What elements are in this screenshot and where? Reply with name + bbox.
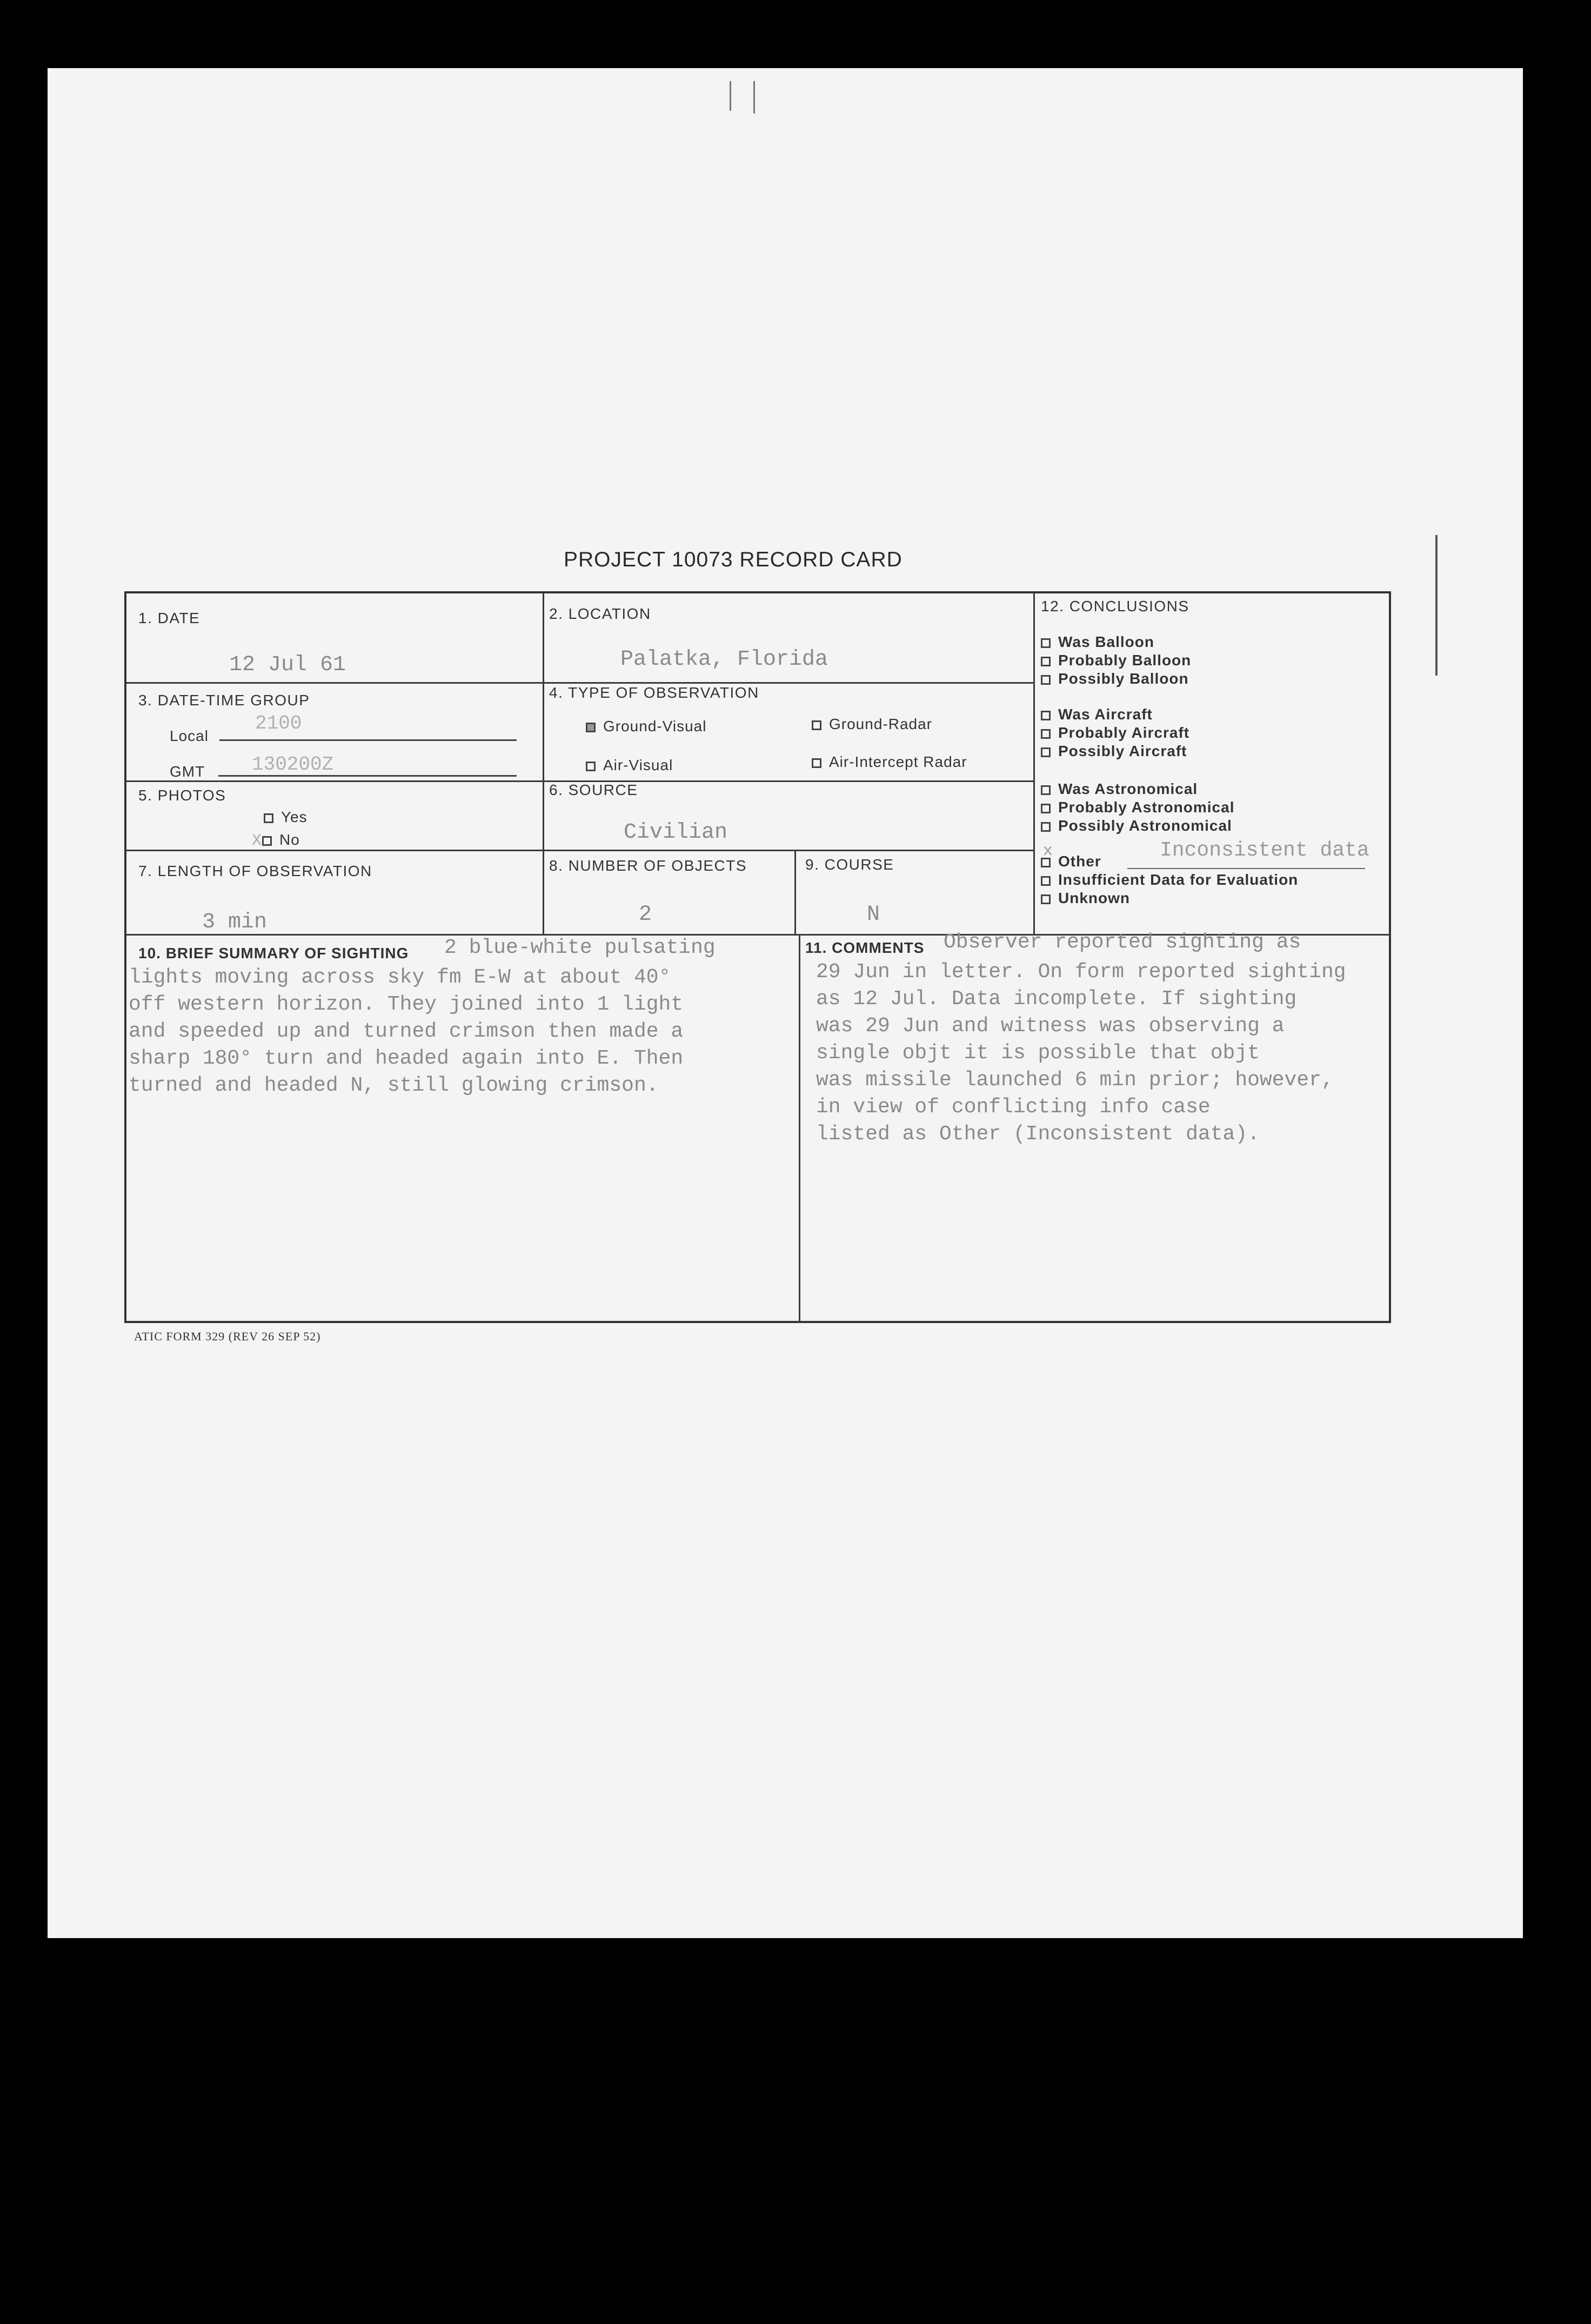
conclusion-possibly-aircraft[interactable] (1041, 743, 1187, 760)
other-underline (1127, 868, 1365, 869)
conclusion-probably-aircraft[interactable] (1041, 724, 1189, 742)
conclusion-insufficient-data[interactable] (1041, 871, 1298, 889)
checkbox-icon (1041, 638, 1051, 648)
type-of-observation-label: 4. TYPE OF OBSERVATION (549, 684, 759, 701)
gmt-value: 130200Z (252, 753, 334, 776)
conclusion-possibly-astronomical[interactable] (1041, 817, 1232, 834)
checkbox-icon (1041, 711, 1051, 720)
course-value: N (867, 903, 880, 927)
date-value: 12 Jul 61 (229, 653, 346, 677)
checkbox-icon (262, 836, 272, 846)
conclusion-label: Possibly Balloon (1058, 670, 1189, 687)
checkbox-icon (1041, 822, 1051, 832)
location-value: Palatka, Florida (620, 647, 828, 672)
photos-no-label: No (279, 831, 300, 848)
air-visual-option[interactable] (586, 757, 673, 774)
summary-label: 10. BRIEF SUMMARY OF SIGHTING (138, 945, 409, 961)
conclusion-label: Was Astronomical (1058, 780, 1198, 797)
film-border (0, 1938, 1591, 2324)
local-label: Local (170, 727, 209, 744)
checkbox-checked-icon (586, 723, 596, 732)
course-label: 9. COURSE (805, 856, 894, 873)
checkbox-icon (1041, 729, 1051, 739)
form-footer: ATIC FORM 329 (REV 26 SEP 52) (134, 1330, 321, 1343)
conclusion-label: Probably Balloon (1058, 652, 1192, 669)
location-label: 2. LOCATION (549, 605, 651, 622)
conclusion-other-mark: x (1043, 842, 1053, 860)
summary-first-line: 2 blue-white pulsating (444, 936, 716, 959)
photos-yes-option[interactable] (264, 809, 307, 826)
checkbox-icon (1041, 894, 1051, 904)
number-of-objects-label: 8. NUMBER OF OBJECTS (549, 857, 747, 874)
air-intercept-radar-option[interactable] (812, 753, 967, 771)
conclusion-unknown[interactable] (1041, 890, 1130, 907)
conclusion-probably-balloon[interactable] (1041, 652, 1191, 669)
source-label: 6. SOURCE (549, 782, 638, 798)
divider (126, 682, 1033, 684)
scan-mark (730, 81, 731, 111)
conclusion-label: Probably Astronomical (1058, 799, 1235, 816)
checkbox-icon (1041, 747, 1051, 757)
comments-label: 11. COMMENTS (805, 939, 925, 956)
conclusion-other-value: Inconsistent data (1160, 839, 1369, 862)
conclusions-label: 12. CONCLUSIONS (1041, 598, 1189, 615)
date-label: 1. DATE (138, 610, 200, 626)
ground-visual-label: Ground-Visual (603, 718, 707, 734)
conclusion-other-label: Other (1058, 853, 1101, 870)
record-card (124, 591, 1391, 1323)
divider (543, 593, 544, 934)
checkbox-icon (1041, 675, 1051, 685)
gmt-label: GMT (170, 763, 205, 780)
checkbox-icon (812, 720, 821, 730)
length-of-observation-value: 3 min (202, 910, 268, 934)
photos-no-option[interactable] (252, 831, 300, 850)
length-of-observation-label: 7. LENGTH OF OBSERVATION (138, 863, 372, 879)
air-visual-label: Air-Visual (603, 757, 673, 773)
photos-label: 5. PHOTOS (138, 787, 226, 804)
source-value: Civilian (624, 820, 728, 845)
ground-visual-option[interactable] (586, 718, 706, 735)
summary-text: lights moving across sky fm E-W at about 40° off western horizon. They joined into 1 light and speeded up and turned crimson then made a sharp 180° turn and headed again into E. Then turned and headed N, still glowing crimson. (129, 966, 684, 1097)
photos-no-mark: X (252, 832, 263, 850)
checkbox-icon (586, 762, 596, 771)
checkbox-icon (1041, 785, 1051, 795)
conclusion-was-aircraft[interactable] (1041, 706, 1153, 723)
number-of-objects-value: 2 (639, 903, 652, 927)
ground-radar-label: Ground-Radar (829, 716, 932, 732)
conclusion-was-astronomical[interactable] (1041, 780, 1198, 798)
checkbox-icon (1041, 876, 1051, 886)
local-value: 2100 (255, 712, 302, 734)
conclusion-label: Possibly Aircraft (1058, 743, 1187, 759)
divider (794, 850, 796, 934)
checkbox-icon (812, 758, 821, 768)
comments-text: 29 Jun in letter. On form reported sighting as 12 Jul. Data incomplete. If sighting was 29 Jun and witness was observing a single objt it is possible that objt was missile launched 6 min prior; however, in view of conflicting info case listed as Other (Inconsistent data). (816, 960, 1346, 1146)
card-title: PROJECT 10073 RECORD CARD (564, 548, 903, 571)
conclusion-label: Unknown (1058, 890, 1130, 906)
checkbox-icon (1041, 804, 1051, 813)
conclusion-label: Was Aircraft (1058, 706, 1153, 723)
comments-first-line: Observer reported sighting as (944, 931, 1301, 954)
conclusion-label: Insufficient Data for Evaluation (1058, 871, 1299, 888)
conclusion-label: Possibly Astronomical (1058, 817, 1232, 834)
scan-mark (1435, 535, 1438, 676)
conclusion-label: Was Balloon (1058, 633, 1154, 650)
air-intercept-radar-label: Air-Intercept Radar (829, 753, 967, 770)
conclusion-label: Probably Aircraft (1058, 724, 1190, 741)
divider (799, 934, 800, 1323)
conclusion-was-balloon[interactable] (1041, 633, 1154, 651)
scan-mark (753, 81, 755, 113)
checkbox-icon (1041, 657, 1051, 666)
date-time-group-label: 3. DATE-TIME GROUP (138, 692, 310, 709)
photos-yes-label: Yes (281, 809, 307, 825)
divider (1033, 593, 1035, 934)
local-underline (219, 739, 517, 741)
conclusion-possibly-balloon[interactable] (1041, 670, 1189, 687)
ground-radar-option[interactable] (812, 716, 932, 733)
checkbox-icon (264, 813, 273, 823)
conclusion-probably-astronomical[interactable] (1041, 799, 1234, 816)
